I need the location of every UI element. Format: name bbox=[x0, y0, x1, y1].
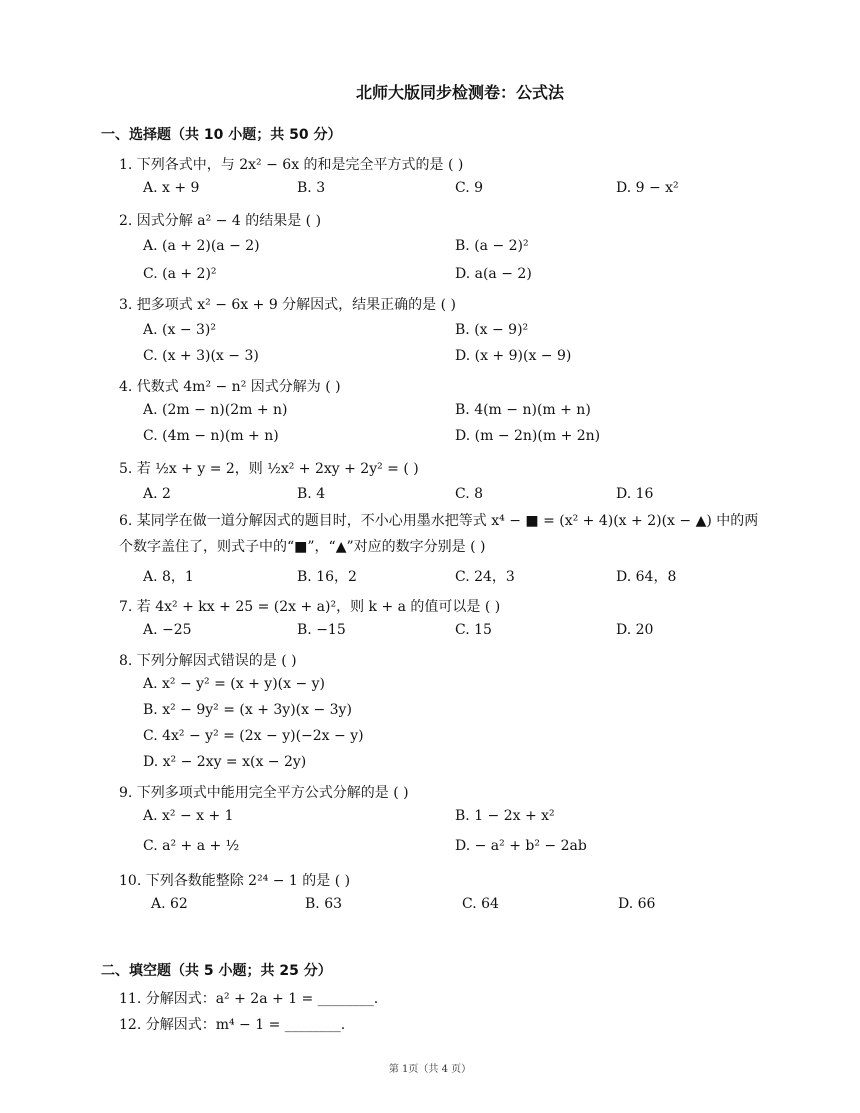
q1-option-d: D. 9 − x² bbox=[616, 180, 679, 196]
q6-option-b: B. 16，2 bbox=[297, 569, 357, 585]
question-5-stem: 5. 若 ½x + y = 2，则 ½x² + 2xy + 2y² = ( ) bbox=[119, 461, 419, 477]
q3-option-c: C. (x + 3)(x − 3) bbox=[143, 348, 259, 364]
q7-option-c: C. 15 bbox=[455, 622, 492, 638]
q5-option-a: A. 2 bbox=[143, 486, 171, 502]
q8-option-c: C. 4x² − y² = (2x − y)(−2x − y) bbox=[143, 728, 364, 744]
question-9-stem: 9. 下列多项式中能用完全平方公式分解的是 ( ) bbox=[119, 785, 409, 801]
q1-option-a: A. x + 9 bbox=[143, 180, 200, 196]
q4-option-a: A. (2m − n)(2m + n) bbox=[143, 402, 288, 418]
q9-option-a: A. x² − x + 1 bbox=[143, 808, 234, 824]
q10-option-b: B. 63 bbox=[305, 896, 343, 912]
q5-option-b: B. 4 bbox=[297, 486, 326, 502]
q5-option-d: D. 16 bbox=[616, 486, 654, 502]
q9-option-d: D. − a² + b² − 2ab bbox=[455, 838, 587, 854]
q9-option-b: B. 1 − 2x + x² bbox=[455, 808, 555, 824]
q2-option-b: B. (a − 2)² bbox=[455, 238, 529, 254]
q7-option-d: D. 20 bbox=[616, 622, 654, 638]
q1-option-b: B. 3 bbox=[297, 180, 326, 196]
q8-option-b: B. x² − 9y² = (x + 3y)(x − 3y) bbox=[143, 702, 352, 718]
q4-option-b: B. 4(m − n)(m + n) bbox=[455, 402, 591, 418]
q8-option-d: D. x² − 2xy = x(x − 2y) bbox=[143, 754, 307, 770]
q10-option-d: D. 66 bbox=[618, 896, 656, 912]
q1-option-c: C. 9 bbox=[455, 180, 484, 196]
q7-option-b: B. −15 bbox=[297, 622, 346, 638]
question-6-stem: 6. 某同学在做一道分解因式的题目时，不小心用墨水把等式 x⁴ − ■ = (x² + 4)(x + 2)(x − ▲) 中的两个数字盖住了，则式子中的“■”，“▲”对应的数字分别是 ( ) bbox=[119, 513, 759, 555]
q10-option-c: C. 64 bbox=[462, 896, 499, 912]
q3-option-b: B. (x − 9)² bbox=[455, 322, 529, 338]
question-3-stem: 3. 把多项式 x² − 6x + 9 分解因式，结果正确的是 ( ) bbox=[119, 297, 457, 313]
q10-option-a: A. 62 bbox=[151, 896, 188, 912]
question-10-stem: 10. 下列各数能整除 2²⁴ − 1 的是 ( ) bbox=[119, 873, 351, 889]
q3-option-a: A. (x − 3)² bbox=[143, 322, 216, 338]
question-4-stem: 4. 代数式 4m² − n² 因式分解为 ( ) bbox=[119, 379, 341, 395]
q8-option-a: A. x² − y² = (x + y)(x − y) bbox=[143, 676, 326, 692]
page-footer: 第 1页（共 4 页） bbox=[388, 1064, 472, 1075]
q3-option-d: D. (x + 9)(x − 9) bbox=[455, 348, 572, 364]
q6-option-a: A. 8，1 bbox=[143, 569, 194, 585]
question-2-stem: 2. 因式分解 a² − 4 的结果是 ( ) bbox=[119, 213, 322, 229]
section-heading-fill: 二、填空题（共 5 小题；共 25 分） bbox=[101, 963, 332, 979]
q6-option-d: D. 64，8 bbox=[616, 569, 677, 585]
page-title: 北师大版同步检测卷：公式法 bbox=[355, 83, 564, 102]
question-1-stem: 1. 下列各式中，与 2x² − 6x 的和是完全平方式的是 ( ) bbox=[119, 157, 464, 173]
q5-option-c: C. 8 bbox=[455, 486, 484, 502]
question-8-stem: 8. 下列分解因式错误的是 ( ) bbox=[119, 653, 297, 669]
q9-option-c: C. a² + a + ½ bbox=[143, 838, 240, 854]
question-7-stem: 7. 若 4x² + kx + 25 = (2x + a)²，则 k + a 的值可以是 ( ) bbox=[119, 599, 501, 615]
question-12-stem: 12. 分解因式：m⁴ − 1 = ________. bbox=[119, 1017, 346, 1033]
q6-option-c: C. 24，3 bbox=[455, 569, 515, 585]
q2-option-a: A. (a + 2)(a − 2) bbox=[143, 238, 260, 254]
q4-option-c: C. (4m − n)(m + n) bbox=[143, 428, 279, 444]
section-heading-choice: 一、选择题（共 10 小题；共 50 分） bbox=[101, 127, 342, 143]
q4-option-d: D. (m − 2n)(m + 2n) bbox=[455, 428, 601, 444]
q7-option-a: A. −25 bbox=[143, 622, 192, 638]
q2-option-d: D. a(a − 2) bbox=[455, 266, 532, 282]
question-11-stem: 11. 分解因式：a² + 2a + 1 = ________. bbox=[119, 991, 379, 1007]
q2-option-c: C. (a + 2)² bbox=[143, 266, 217, 282]
